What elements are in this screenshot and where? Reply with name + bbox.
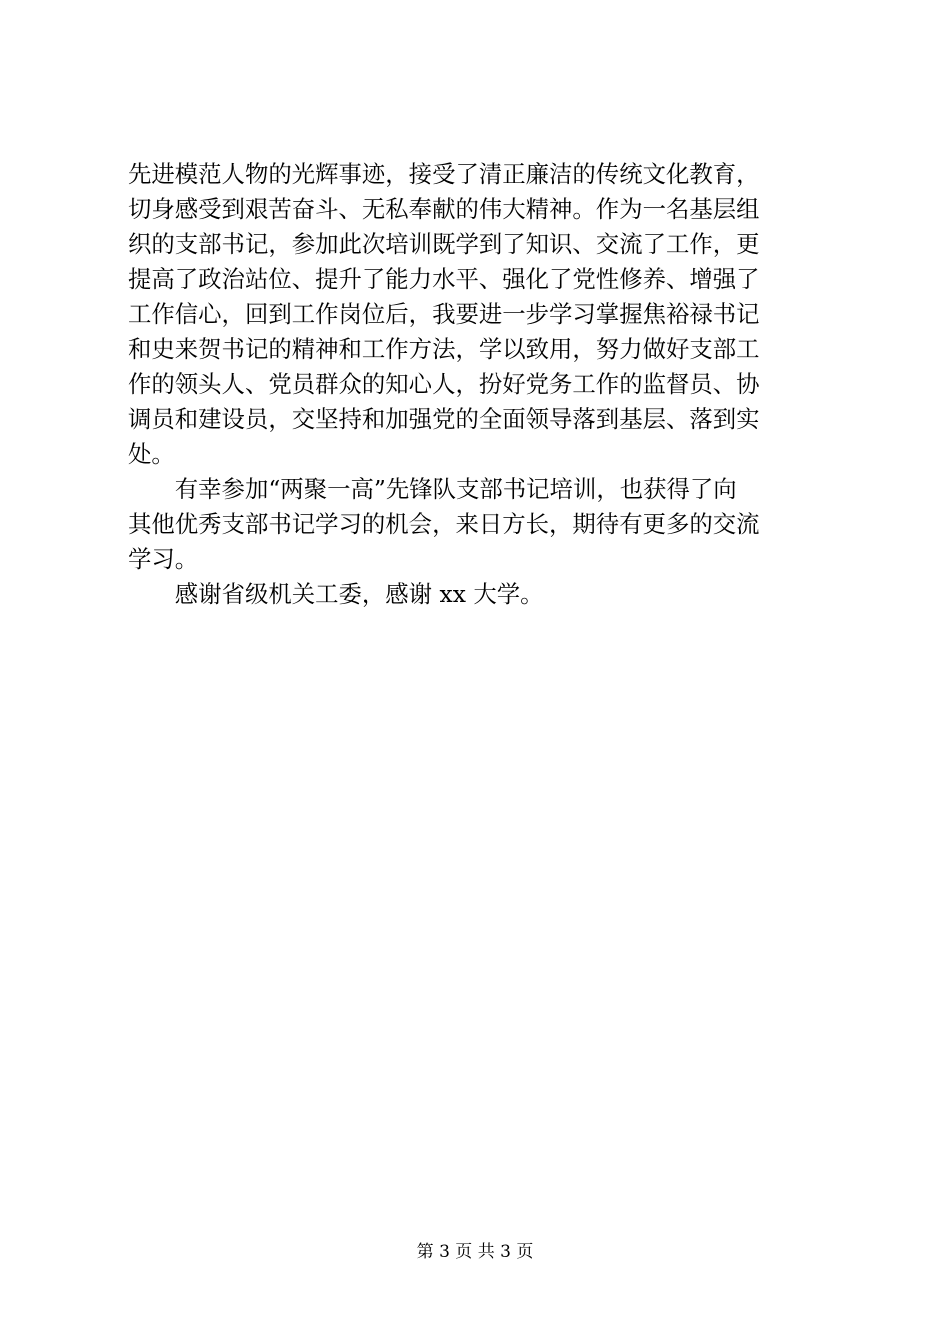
text-line: 提高了政治站位、提升了能力水平、强化了党性修养、增强了 bbox=[128, 265, 760, 293]
text-line: 其他优秀支部书记学习的机会，来日方长，期待有更多的交流 bbox=[128, 510, 760, 538]
text-line: 先进模范人物的光辉事迹，接受了清正廉洁的传统文化教育， bbox=[128, 160, 760, 188]
text-line: 感谢省级机关工委，感谢 xx 大学。 bbox=[128, 580, 544, 608]
text-line: 织的支部书记，参加此次培训既学到了知识、交流了工作，更 bbox=[128, 230, 760, 258]
text-line: 学习。 bbox=[128, 545, 199, 573]
text-line: 有幸参加“两聚一高”先锋队支部书记培训，也获得了向 bbox=[128, 475, 737, 503]
text-line: 工作信心，回到工作岗位后，我要进一步学习掌握焦裕禄书记 bbox=[128, 300, 760, 328]
text-line: 切身感受到艰苦奋斗、无私奉献的伟大精神。作为一名基层组 bbox=[128, 195, 760, 223]
document-body bbox=[128, 157, 833, 612]
text-line: 处。 bbox=[128, 440, 175, 468]
text-line: 和史来贺书记的精神和工作方法，学以致用，努力做好支部工 bbox=[128, 335, 760, 363]
text-line: 调员和建设员，交坚持和加强党的全面领导落到基层、落到实 bbox=[128, 405, 760, 433]
text-line: 作的领头人、党员群众的知心人，扮好党务工作的监督员、协 bbox=[128, 370, 760, 398]
page-number-footer: 第 3 页 共 3 页 bbox=[416, 1242, 534, 1262]
